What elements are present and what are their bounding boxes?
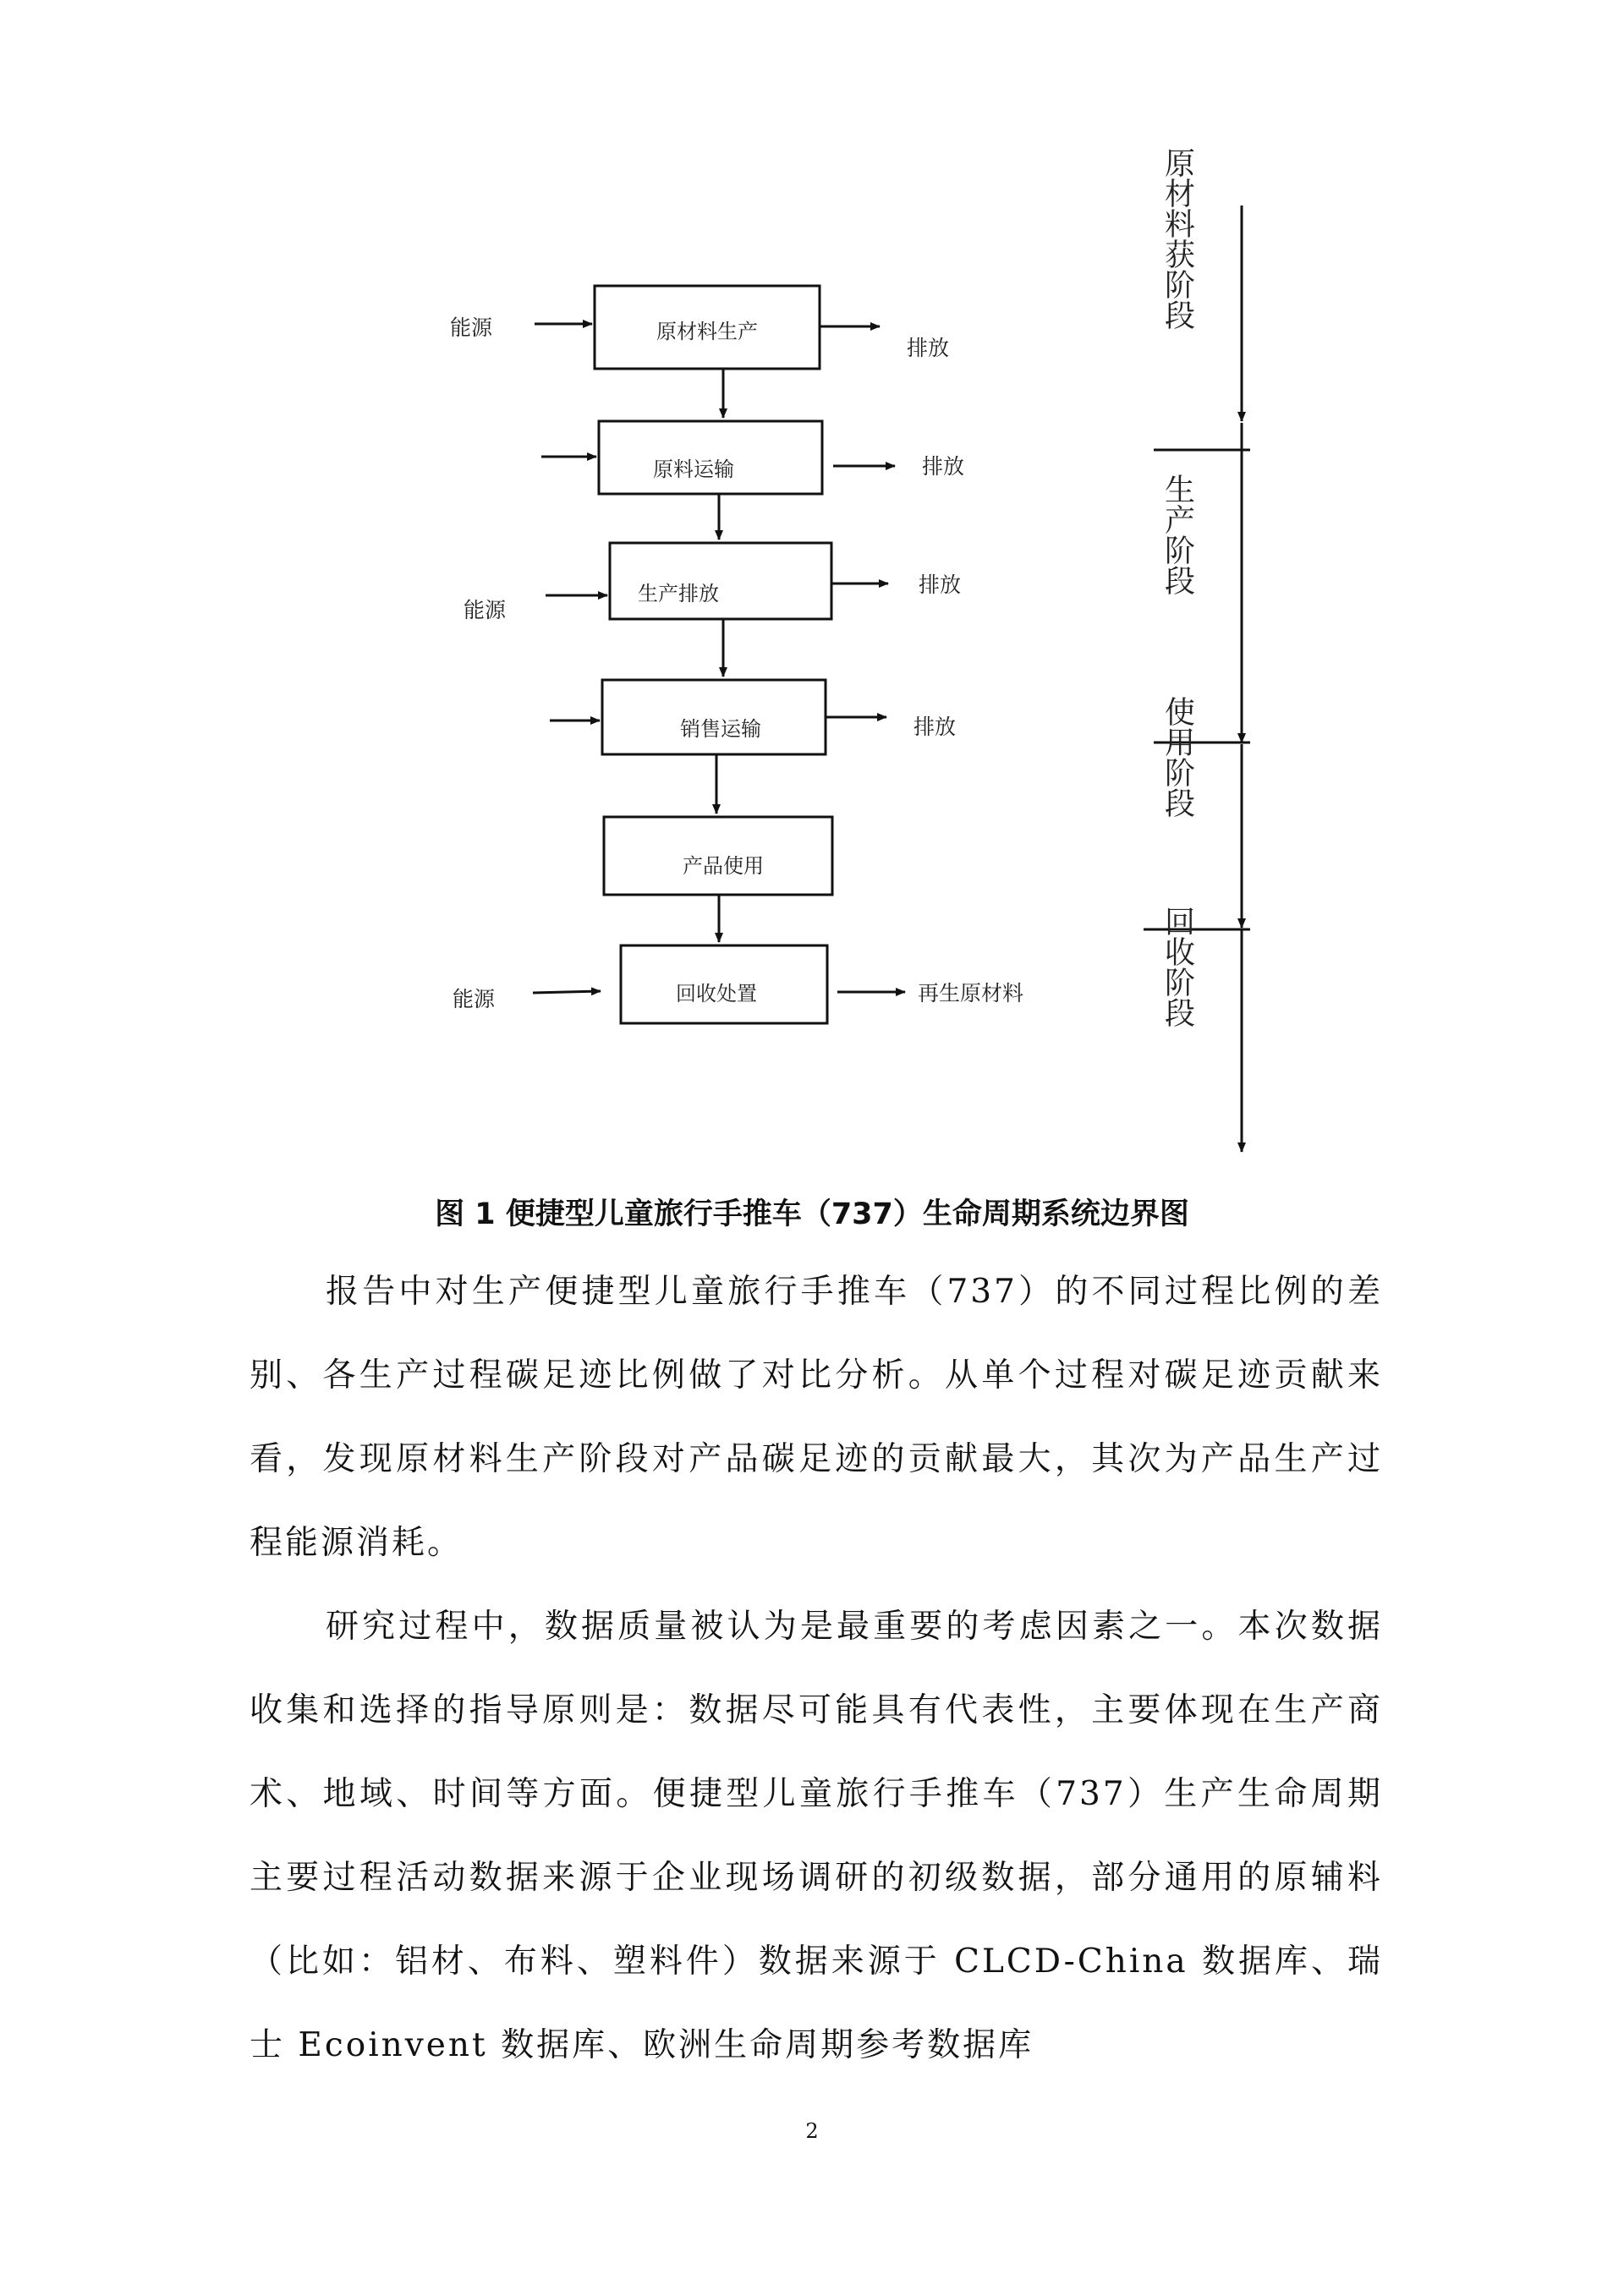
energy-input-label: 能源 bbox=[453, 987, 496, 1011]
emission-output-label: 排放 bbox=[922, 454, 965, 479]
emission-output-label: 排放 bbox=[907, 336, 950, 360]
box-label: 产品使用 bbox=[683, 854, 764, 878]
stage-label-raw-material: 原材料获阶段 bbox=[1160, 147, 1195, 330]
stage-label-production: 生产阶段 bbox=[1160, 474, 1195, 595]
stage-label-recycling: 回收阶段 bbox=[1160, 906, 1195, 1027]
body-text bbox=[250, 1250, 1383, 2087]
box-label: 原料运输 bbox=[653, 458, 734, 481]
process-box-product-use bbox=[604, 817, 832, 895]
energy-input-label: 能源 bbox=[464, 598, 507, 622]
paragraph: 报告中对生产便捷型儿童旅行手推车（737）的不同过程比例的差别、各生产过程碳足迹比例做了对比分析。从单个过程对碳足迹贡献来看，发现原材料生产阶段对产品碳足迹的贡献最大，其次为产品生产过程能源消耗。 bbox=[250, 1273, 1383, 1562]
emission-output-label: 排放 bbox=[919, 573, 962, 597]
process-box-raw-material-production bbox=[595, 286, 820, 369]
process-box-raw-material-transport bbox=[599, 421, 822, 494]
process-box-recycling-disposal bbox=[621, 945, 827, 1023]
process-box-production-emission bbox=[610, 543, 831, 619]
input-arrow bbox=[533, 991, 601, 993]
process-box-sales-transport bbox=[602, 680, 826, 754]
figure-caption: 图 1 便捷型儿童旅行手推车（737）生命周期系统边界图 bbox=[435, 1197, 1189, 1231]
paragraph: 研究过程中，数据质量被认为是最重要的考虑因素之一。本次数据收集和选择的指导原则是：数据尽可能具有代表性，主要体现在生产商术、地域、时间等方面。便捷型儿童旅行手推车（737）生产生命周期主要过程活动数据来源于企业现场调研的初级数据，部分通用的原辅料（比如：铝材、布料、塑料件）数据来源于 CLCD-China 数据库、瑞士 Ecoinvent 数据库、欧洲生命周期参考数据库 bbox=[250, 1608, 1383, 2064]
box-label: 生产排放 bbox=[638, 582, 719, 606]
energy-input-label: 能源 bbox=[450, 315, 493, 340]
box-label: 原材料生产 bbox=[656, 320, 758, 343]
recycled-material-output-label: 再生原材料 bbox=[918, 981, 1024, 1006]
emission-output-label: 排放 bbox=[914, 715, 957, 739]
stage-label-use: 使用阶段 bbox=[1160, 696, 1195, 818]
input-arrows bbox=[533, 324, 607, 993]
page-number: 2 bbox=[805, 2119, 819, 2143]
box-label: 回收处置 bbox=[676, 982, 757, 1006]
box-label: 销售运输 bbox=[680, 717, 761, 741]
